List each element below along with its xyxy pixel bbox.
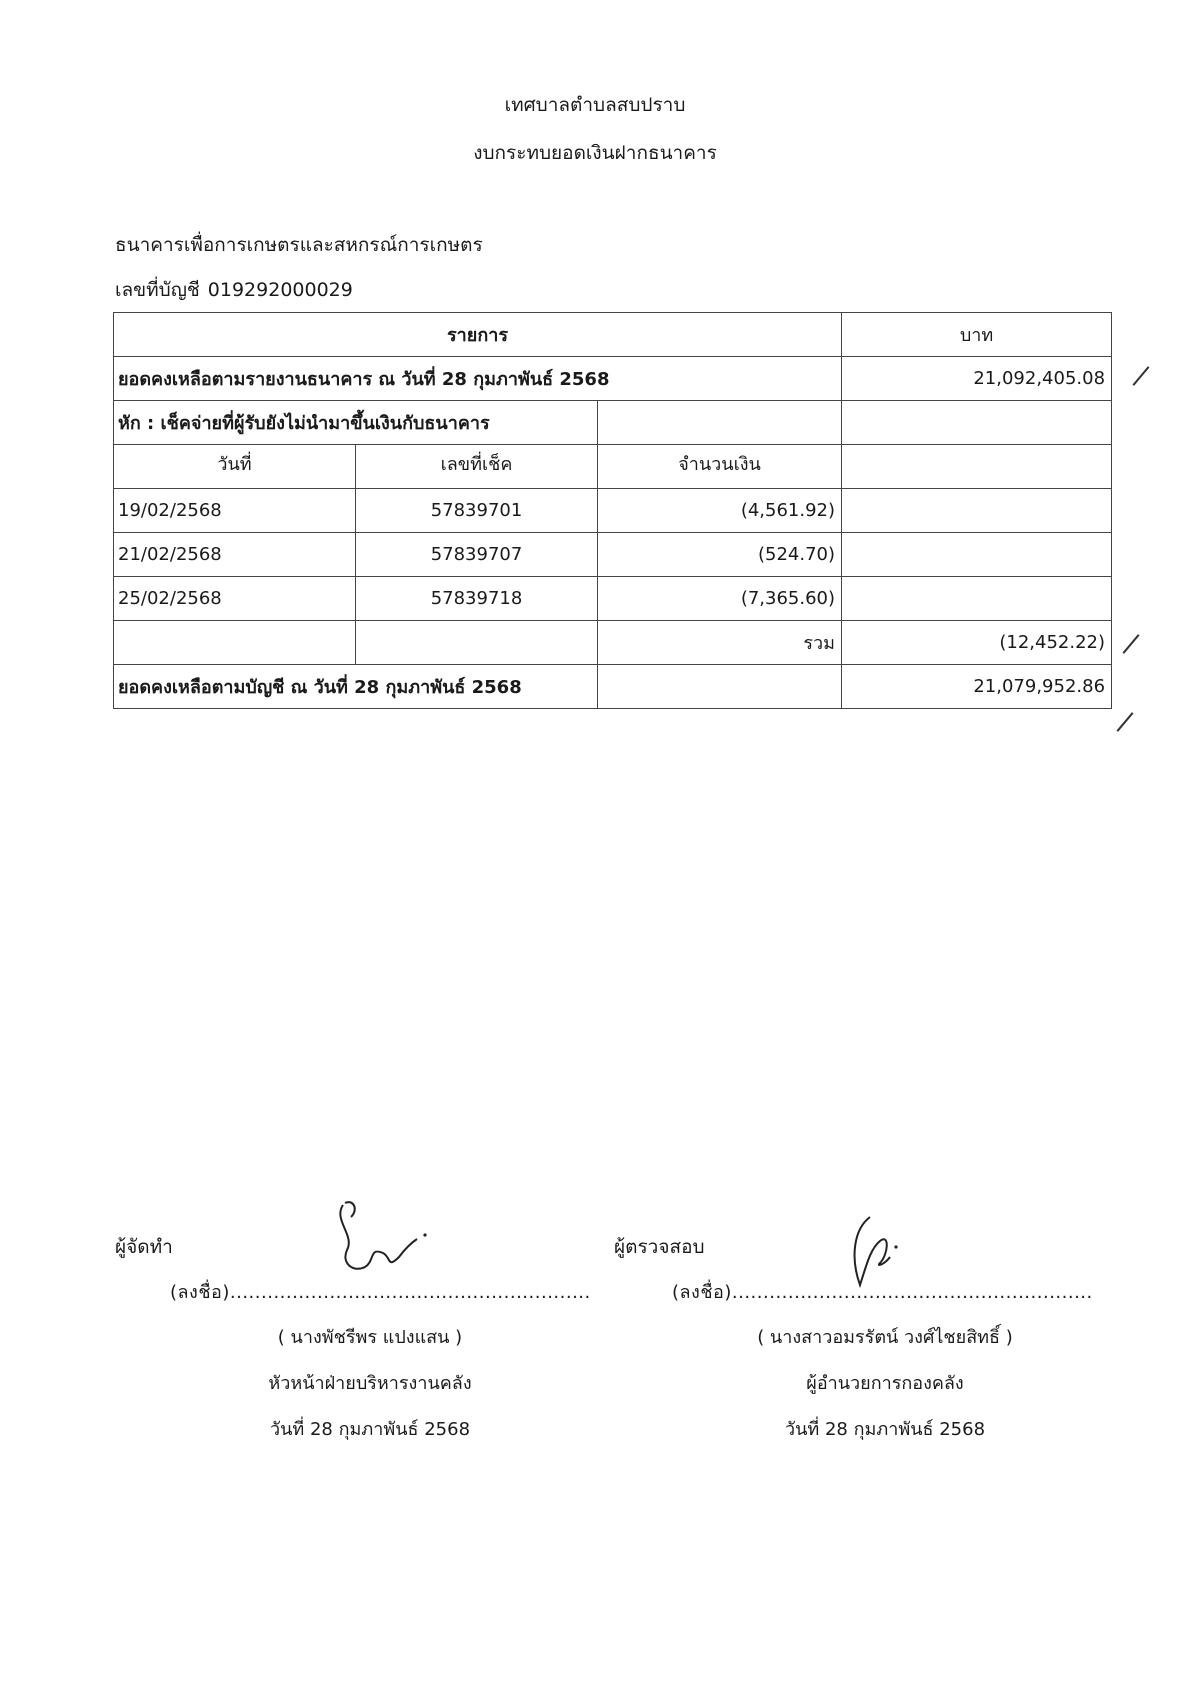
check-mark-icon <box>1117 712 1134 732</box>
col-header-baht: บาท <box>842 313 1112 357</box>
sub-header-cheque: เลขที่เช็ค <box>356 445 598 489</box>
bank-balance-label: ยอดคงเหลือตามรายงานธนาคาร ณ วันที่ 28 กุมภาพันธ์ 2568 <box>114 357 842 401</box>
reviewer-date: วันที่ 28 กุมภาพันธ์ 2568 <box>784 1419 986 1440</box>
document-title: งบกระทบยอดเงินฝากธนาคาร <box>473 142 717 164</box>
preparer-date: วันที่ 28 กุมภาพันธ์ 2568 <box>269 1419 471 1440</box>
preparer-role-label: ผู้จัดทำ <box>115 1236 173 1258</box>
less-empty-amount <box>598 401 842 445</box>
reviewer-sign-line: (ลงชื่อ).......................................................... <box>672 1282 1093 1303</box>
account-line <box>115 275 353 305</box>
sub-header-row <box>114 445 1112 489</box>
cheque-amount: (524.70) <box>598 533 842 577</box>
check-mark-icon <box>1133 366 1150 386</box>
preparer-position: หัวหน้าฝ่ายบริหารงานคลัง <box>268 1373 472 1394</box>
account-number: 019292000029 <box>207 279 353 301</box>
total-row <box>114 621 1112 665</box>
less-label: หัก : เช็คจ่ายที่ผู้รับยังไม่นำมาขึ้นเงินกับธนาคาร <box>114 401 598 445</box>
row-empty <box>842 533 1112 577</box>
sub-header-empty <box>842 445 1112 489</box>
total-empty-2 <box>356 621 598 665</box>
cheque-amount: (4,561.92) <box>598 489 842 533</box>
row-empty <box>842 577 1112 621</box>
sub-header-date: วันที่ <box>114 445 356 489</box>
preparer-sign-line: (ลงชื่อ).......................................................... <box>170 1282 591 1303</box>
cheque-date: 19/02/2568 <box>114 489 356 533</box>
cheque-date: 21/02/2568 <box>114 533 356 577</box>
total-empty-1 <box>114 621 356 665</box>
bank-name: ธนาคารเพื่อการเกษตรและสหกรณ์การเกษตร <box>115 234 483 256</box>
book-balance-value: 21,079,952.86 <box>842 665 1112 709</box>
bank-balance-value: 21,092,405.08 <box>842 357 1112 401</box>
reconciliation-table <box>113 312 1112 709</box>
preparer-signature <box>325 1195 435 1285</box>
table-row <box>114 489 1112 533</box>
less-row <box>114 401 1112 445</box>
cheque-date: 25/02/2568 <box>114 577 356 621</box>
cheque-number: 57839701 <box>356 489 598 533</box>
reviewer-role-label: ผู้ตรวจสอบ <box>614 1236 705 1258</box>
book-balance-label: ยอดคงเหลือตามบัญชี ณ วันที่ 28 กุมภาพันธ์ 2568 <box>114 665 598 709</box>
cheque-number: 57839718 <box>356 577 598 621</box>
table-header-row <box>114 313 1112 357</box>
cheque-amount: (7,365.60) <box>598 577 842 621</box>
reviewer-position: ผู้อำนวยการกองคลัง <box>806 1373 964 1394</box>
org-name: เทศบาลตำบลสบปราบ <box>504 94 686 116</box>
reviewer-name: ( นางสาวอมรรัตน์ วงศ์ไชยสิทธิ์ ) <box>757 1327 1013 1348</box>
less-empty-baht <box>842 401 1112 445</box>
row-empty <box>842 489 1112 533</box>
table-row <box>114 533 1112 577</box>
bank-balance-row <box>114 357 1112 401</box>
account-label: เลขที่บัญชี <box>115 279 200 301</box>
table-row <box>114 577 1112 621</box>
col-header-item: รายการ <box>114 313 842 357</box>
total-value: (12,452.22) <box>842 621 1112 665</box>
book-balance-empty <box>598 665 842 709</box>
sub-header-amount: จำนวนเงิน <box>598 445 842 489</box>
book-balance-row <box>114 665 1112 709</box>
check-mark-icon <box>1123 634 1140 654</box>
preparer-name: ( นางพัชรีพร แปงแสน ) <box>277 1327 463 1348</box>
cheque-number: 57839707 <box>356 533 598 577</box>
total-label: รวม <box>598 621 842 665</box>
